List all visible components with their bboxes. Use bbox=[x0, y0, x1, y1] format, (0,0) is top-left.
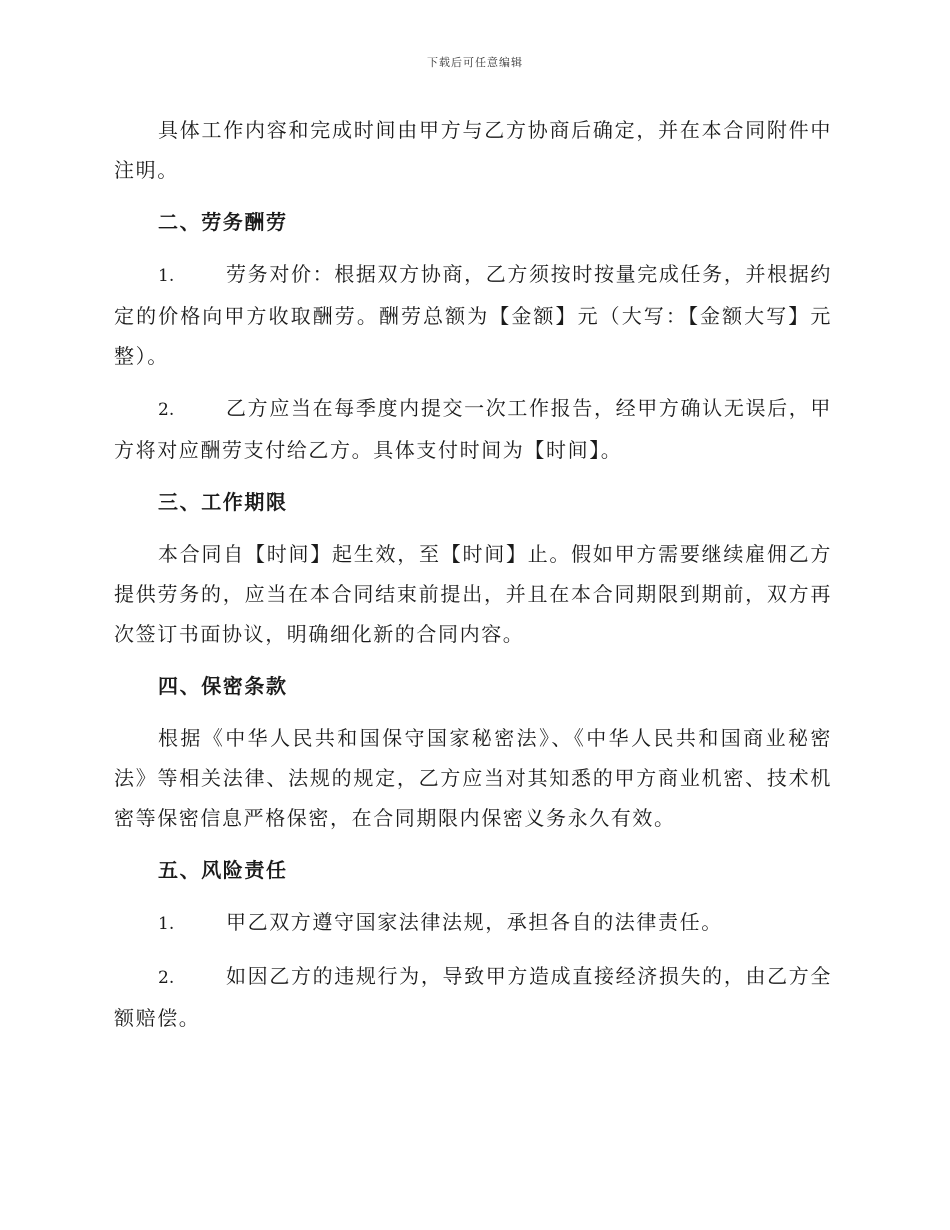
item-text: 劳务对价：根据双方协商，乙方须按时按量完成任务，并根据约定的价格向甲方收取酬劳。酬劳总额为【金额】元（大写：【金额大写】元整）。 bbox=[114, 262, 832, 368]
section-heading-remuneration: 二、劳务酬劳 bbox=[158, 210, 288, 234]
page-header: 下载后可任意编辑 bbox=[427, 56, 523, 69]
section-heading-risk-liability: 五、风险责任 bbox=[158, 858, 288, 882]
section-heading-work-term: 三、工作期限 bbox=[158, 490, 288, 514]
section-heading-confidentiality: 四、保密条款 bbox=[158, 674, 288, 698]
item-number: 2. bbox=[158, 400, 175, 420]
item-number: 1. bbox=[158, 266, 175, 286]
intro-paragraph: 具体工作内容和完成时间由甲方与乙方协商后确定，并在本合同附件中注明。 bbox=[114, 118, 832, 182]
work-term-paragraph: 本合同自【时间】起生效，至【时间】止。假如甲方需要继续雇佣乙方提供劳务的，应当在本合同结束前提出，并且在本合同期限到期前，双方再次签订书面协议，明确细化新的合同内容。 bbox=[114, 542, 832, 646]
item-text: 如因乙方的违规行为，导致甲方造成直接经济损失的，由乙方全额赔偿。 bbox=[114, 964, 832, 1030]
risk-item-1 bbox=[114, 902, 832, 944]
risk-item-2 bbox=[114, 956, 832, 1038]
item-number: 2. bbox=[158, 968, 175, 988]
item-number: 1. bbox=[158, 914, 175, 934]
item-text: 乙方应当在每季度内提交一次工作报告，经甲方确认无误后，甲方将对应酬劳支付给乙方。具体支付时间为【时间】。 bbox=[114, 396, 832, 462]
confidentiality-paragraph: 根据《中华人民共和国保守国家秘密法》、《中华人民共和国商业秘密法》等相关法律、法规的规定，乙方应当对其知悉的甲方商业机密、技术机密等保密信息严格保密，在合同期限内保密义务永久有效。 bbox=[114, 726, 832, 830]
remuneration-item-1 bbox=[114, 254, 832, 376]
document-body bbox=[114, 110, 832, 1050]
item-text: 甲乙双方遵守国家法律法规，承担各自的法律责任。 bbox=[226, 910, 723, 934]
remuneration-item-2 bbox=[114, 388, 832, 470]
